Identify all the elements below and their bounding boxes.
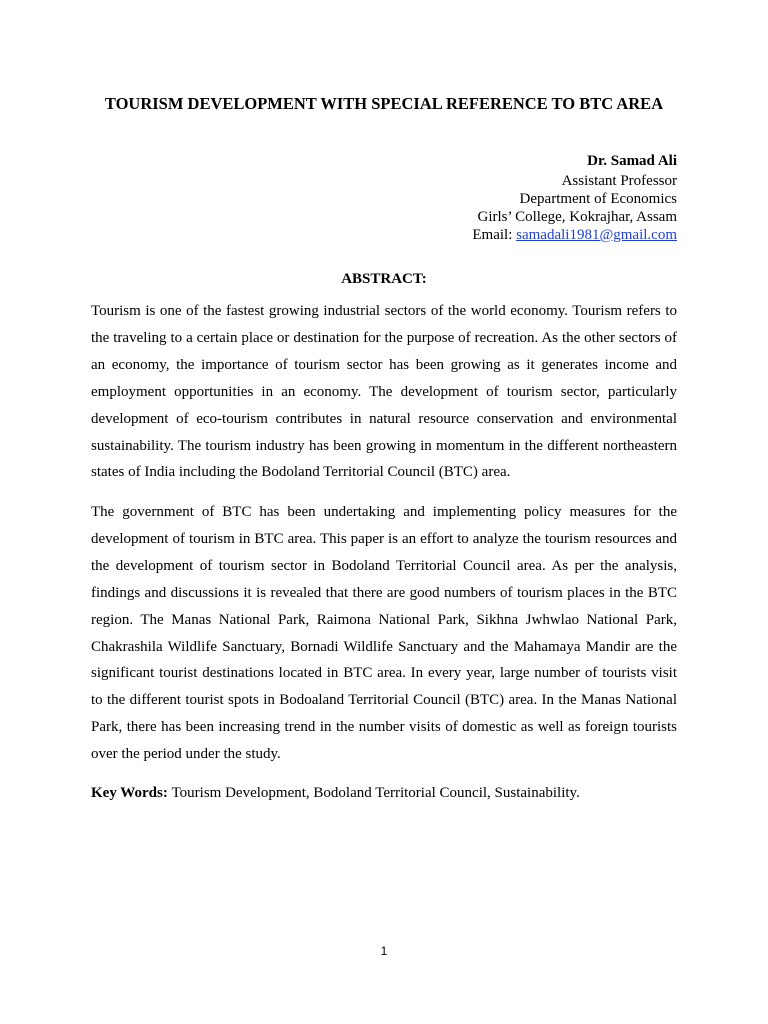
- author-name: Dr. Samad Ali: [587, 153, 677, 169]
- paper-title: TOURISM DEVELOPMENT WITH SPECIAL REFERENCE TO BTC AREA: [104, 94, 664, 113]
- abstract-paragraph-1: Tourism is one of the fastest growing industrial sectors of the world economy. Tourism refers to the traveling to a certain place or destination for the purpose of recreation. As the other sectors of an economy, the importance of tourism sector has been growing as it generates income and employment opportunities in an economy. The development of tourism sector, particularly development of eco-tourism contributes in natural resource conservation and environmental sustainability. The tourism industry has been growing in momentum in the different northeastern states of India including the Bodoland Territorial Council (BTC) area.: [91, 303, 677, 481]
- author-institution: Girls’ College, Kokrajhar, Assam: [477, 209, 677, 225]
- abstract-heading: ABSTRACT:: [341, 271, 427, 287]
- email-link[interactable]: samadali1981@gmail.com: [516, 227, 677, 243]
- abstract-paragraph-2: The government of BTC has been undertaking and implementing policy measures for the development of tourism in BTC area. This paper is an effort to analyze the tourism resources and the development of tourism sector in Bodoland Territorial Council area. As per the analysis, findings and discussions it is revealed that there are good numbers of tourism places in the BTC region. The Manas National Park, Raimona National Park, Sikhna Jwhwlao National Park, Chakrashila Wildlife Sanctuary, Bornadi Wildlife Sanctuary and the Mahamaya Mandir are the significant tourist destinations located in BTC area. In every year, large number of tourists visit to the different tourist spots in Bodoaland Territorial Council (BTC) area. In the Manas National Park, there has been increasing trend in the number visits of domestic as well as foreign tourists over the period under the study.: [91, 504, 677, 763]
- page-number: 1: [380, 944, 388, 958]
- author-block: [472, 152, 677, 244]
- keywords-label: Key Words:: [91, 785, 172, 801]
- keywords-text: Tourism Development, Bodoland Territorial Council, Sustainability.: [171, 785, 580, 801]
- keywords-line: [91, 780, 677, 807]
- author-position: Assistant Professor: [561, 173, 677, 189]
- author-email-line: [472, 226, 677, 244]
- email-label: Email:: [472, 227, 517, 243]
- author-department: Department of Economics: [519, 191, 677, 207]
